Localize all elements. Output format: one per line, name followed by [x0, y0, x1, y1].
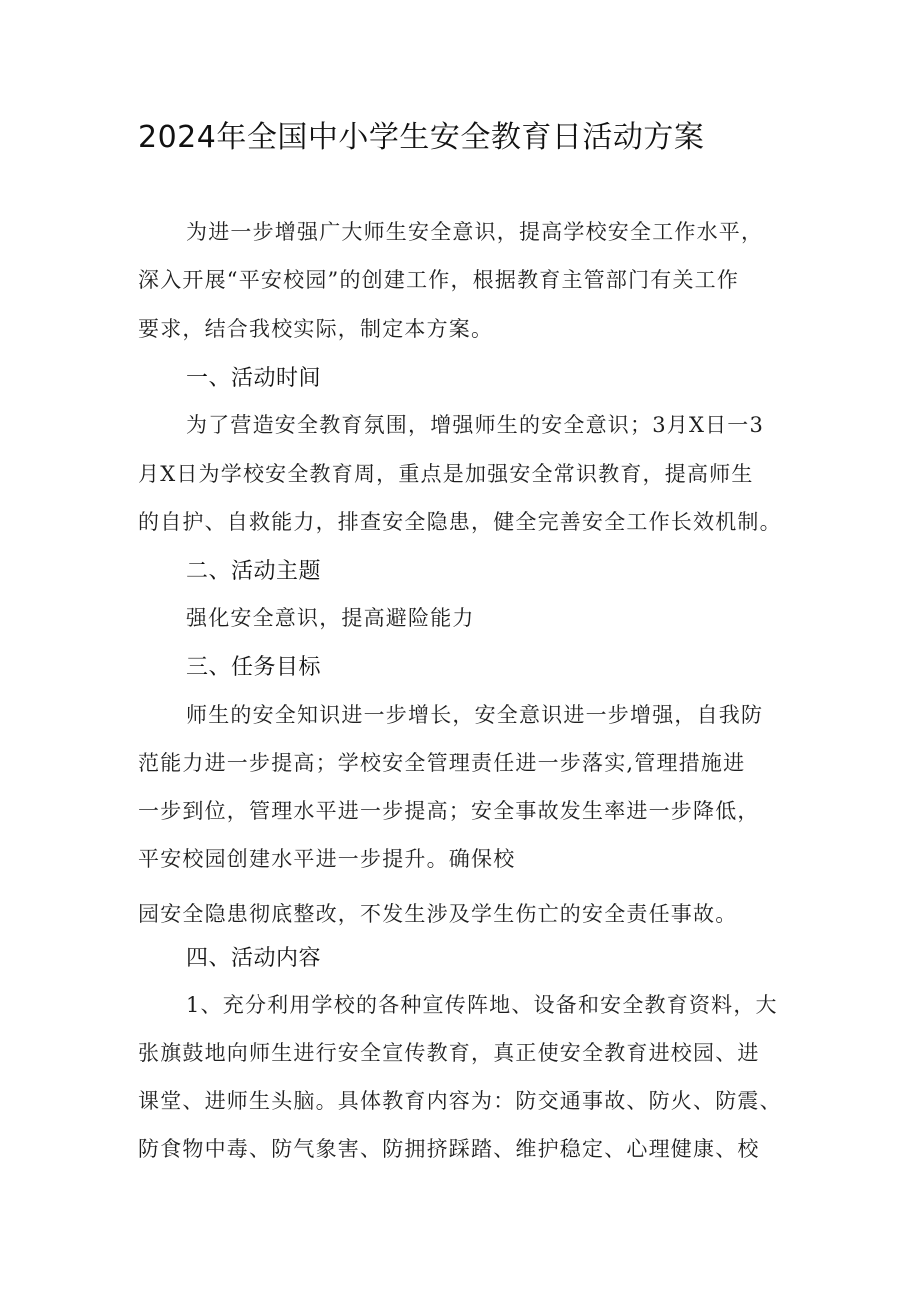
document-title: 2024年全国中小学生安全教育日活动方案: [138, 120, 705, 155]
section4-line-4: 防食物中毒、防气象害、防拥挤踩踏、维护稳定、心理健康、校: [138, 1137, 760, 1161]
intro-line-1: 为进一步增强广大师生安全意识，提高学校安全工作水平，: [186, 220, 764, 244]
section3-line-5: 园安全隐患彻底整改，不发生涉及学生伤亡的安全责任事故。: [138, 902, 738, 926]
section-heading-activity-time: 一、活动时间: [186, 366, 322, 391]
section3-line-2: 范能力进一步提高；学校安全管理责任进一步落实,管理措施进: [138, 751, 746, 775]
section3-line-3: 一步到位，管理水平进一步提高；安全事故发生率进一步降低，: [138, 799, 760, 823]
section3-line-1: 师生的安全知识进一步增长，安全意识进一步增强，自我防: [186, 703, 764, 727]
intro-line-2: 深入开展“平安校园”的创建工作，根据教育主管部门有关工作: [138, 268, 740, 292]
section1-line-2: 月X日为学校安全教育周，重点是加强安全常识教育，提高师生: [138, 462, 754, 486]
section4-line-3: 课堂、进师生头脑。具体教育内容为：防交通事故、防火、防震、: [138, 1089, 782, 1113]
section3-line-4: 平安校园创建水平进一步提升。确保校: [138, 847, 516, 871]
section-heading-activity-theme: 二、活动主题: [186, 559, 322, 584]
section4-line-1: 1、充分利用学校的各种宣传阵地、设备和安全教育资料，大: [186, 993, 778, 1017]
section-heading-activity-content: 四、活动内容: [186, 946, 322, 971]
section2-line-1: 强化安全意识，提高避险能力: [186, 606, 475, 630]
section1-line-3: 的自护、自救能力，排查安全隐患，健全完善安全工作长效机制。: [138, 510, 782, 534]
intro-line-3: 要求，结合我校实际，制定本方案。: [138, 317, 494, 341]
section-heading-task-goals: 三、任务目标: [186, 655, 322, 680]
section4-line-2: 张旗鼓地向师生进行安全宣传教育，真正使安全教育进校园、进: [138, 1041, 760, 1065]
section1-line-1: 为了营造安全教育氛围，增强师生的安全意识；3月X日一3: [186, 413, 765, 437]
